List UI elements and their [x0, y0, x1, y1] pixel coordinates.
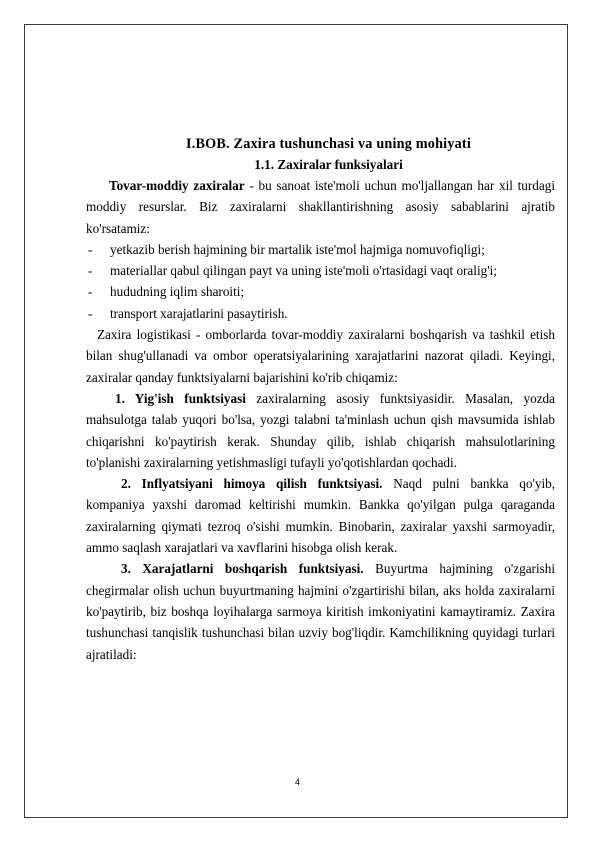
intro-term: Tovar-moddiy zaxiralar [109, 178, 245, 193]
list-marker: - [88, 284, 93, 300]
list-item [86, 303, 555, 324]
list-item-text: materiallar qabul qilingan payt va uning iste'moli o'rtasidagi vaqt oralig'i; [110, 263, 497, 279]
list-item-text: yetkazib berish hajmining bir martalik iste'mol hajmiga nomuvofiqligi; [110, 241, 485, 257]
list-item [86, 239, 555, 260]
list-marker: - [88, 263, 93, 279]
list-item-text: hududning iqlim sharoiti; [110, 284, 245, 300]
intro-paragraph [86, 175, 555, 239]
logistics-paragraph: Zaxira logistikasi - omborlarda tovar-moddiy zaxiralarni boshqarish va tashkil etish bilan shug'ullanadi va ombor operatsiyalarining xarajatlarini nazorat qiladi. Keyingi, zaxiralar qanday funktsiyalarni bajarishini ko'rib chiqamiz: [86, 327, 555, 385]
function-paragraph-inflation [86, 473, 555, 558]
document-body [86, 134, 555, 665]
intro-text: - bu sanoat iste'moli uchun mo'ljallangan har xil turdagi moddiy resurslar. Biz zaxiralarni shakllantirishning asosiy sabablarini ajratib ko'rsatamiz: [86, 178, 555, 236]
function-text: Buyurtma hajmining o'zgarishi chegirmalar olish uchun buyurtmaning hajmini o'zgartirishi bilan, aks holda zaxiralarni ko'paytirib, biz boshqa loyihalarga sarmoya kiritish imkoniyatini kamaytiramiz. Zaxira tushunchasi tanqislik tushunchasi bilan uzviy bog'liqdir. Kamchilikning quyidagi turlari ajratiladi: [86, 561, 556, 662]
section-title: 1.1. Zaxiralar funksiyalari [254, 157, 403, 172]
function-heading: 3. Xarajatlarni boshqarish funktsiyasi. [121, 561, 364, 577]
function-heading: 1. Yig'ish funktsiyasi [115, 390, 246, 406]
chapter-title: I.BOB. Zaxira tushunchasi va uning mohiyati [186, 136, 471, 152]
function-paragraph-costs [86, 558, 555, 664]
page-number: 4 [294, 777, 300, 787]
list-item-text: transport xarajatlarini pasaytirish. [110, 305, 288, 321]
function-paragraph-accumulation [86, 388, 555, 473]
reasons-list [86, 239, 555, 324]
list-item [86, 260, 555, 281]
function-text: zaxiralarning asosiy funktsiyasidir. Masalan, yozda mahsulotga talab yuqori bo'lsa, yozgi talabni ta'minlash uchun qish mavsumida ishlab chiqarishni ko'paytirish kerak. Shunday qilib, ishlab chiqarish mahsulotlarining to'planishi zaxiralarning yetishmasligi tufayli yo'qotishlardan qochadi. [86, 390, 555, 470]
function-heading: 2. Inflyatsiyani himoya qilish funktsiyasi. [121, 476, 383, 492]
list-marker: - [88, 241, 93, 257]
function-text: Naqd pulni bankka qo'yib, kompaniya yaxshi daromad keltirishi mumkin. Bankka qo'yilgan pulga qaraganda zaxiralarning qiymati tezroq o'sishi mumkin. Binobarin, zaxiralar yaxshi sarmoyadir, ammo saqlash xarajatlari va xavflarini hisobga olish kerak. [86, 476, 555, 556]
list-marker: - [88, 305, 93, 321]
list-item [86, 281, 555, 302]
